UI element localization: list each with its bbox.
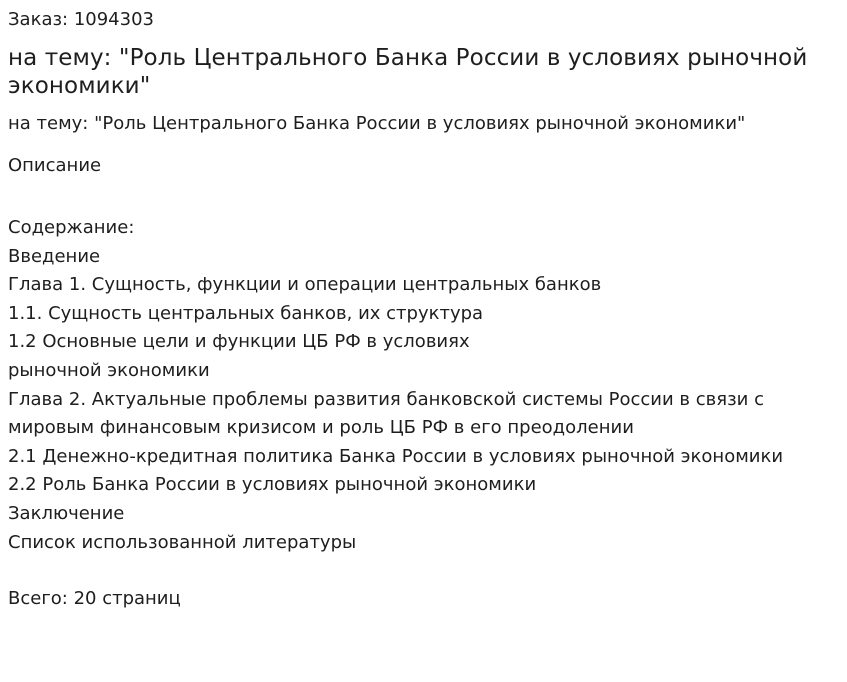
contents-heading: Содержание:: [8, 217, 135, 238]
contents-item: 1.2 Основные цели и функции ЦБ РФ в условиях: [8, 331, 470, 353]
contents-item: Введение: [8, 245, 101, 267]
contents-item: мировым финансовым кризисом и роль ЦБ РФ в его преодолении: [8, 417, 634, 439]
contents-item: Заключение: [8, 502, 125, 524]
contents-item: Список использованной литературы: [8, 531, 357, 553]
contents-item: 1.1. Сущность центральных банков, их структура: [8, 302, 484, 324]
description-label: Описание: [8, 155, 102, 176]
contents-item: Глава 2. Актуальные проблемы развития банковской системы России в связи с: [8, 388, 764, 410]
contents-item: 2.2 Роль Банка России в условиях рыночной экономики: [8, 474, 537, 496]
subtitle: на тему: "Роль Центрального Банка России в условиях рыночной экономики": [8, 113, 746, 134]
page-title: на тему: "Роль Центрального Банка России в условиях рыночной экономики": [8, 45, 808, 99]
contents-item: 2.1 Денежно-кредитная политика Банка России в условиях рыночной экономики: [8, 445, 784, 467]
contents-item: рыночной экономики: [8, 359, 210, 381]
table-of-contents: [8, 214, 839, 557]
total-pages: Всего: 20 страниц: [8, 588, 181, 610]
contents-item: Глава 1. Сущность, функции и операции центральных банков: [8, 274, 602, 296]
order-number: Заказ: 1094303: [8, 9, 154, 30]
